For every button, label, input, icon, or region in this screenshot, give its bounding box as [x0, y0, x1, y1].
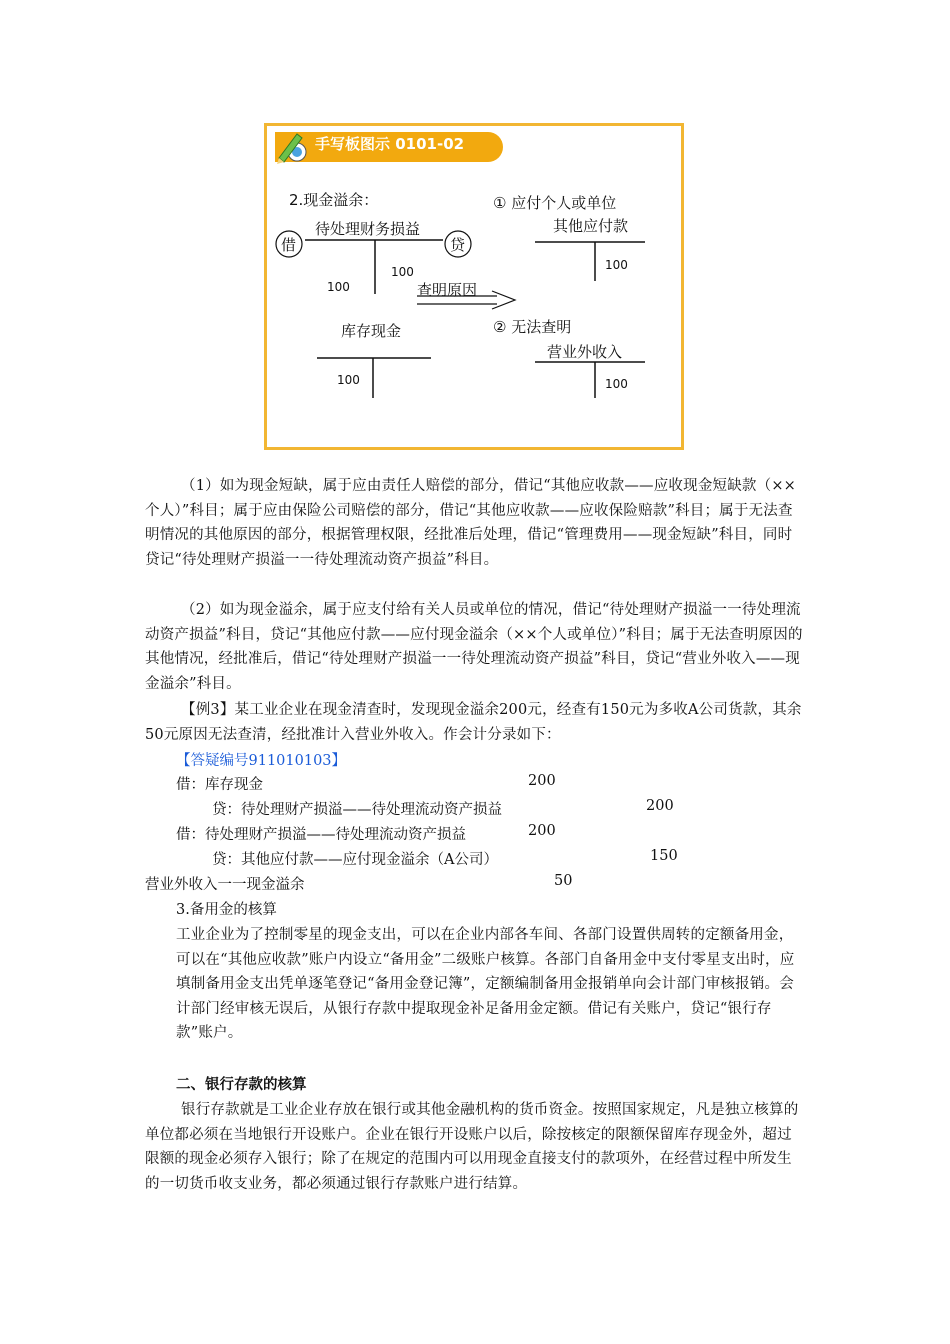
subsection-heading: 3.备用金的核算 [176, 902, 277, 918]
entry-4-amount: 150 [650, 848, 678, 864]
section-heading: 二、银行存款的核算 [176, 1077, 307, 1093]
figure-title: 手写板图示 0101-02 [315, 135, 465, 153]
entry-3-account: 借：待处理财产损溢——待处理流动资产损益 [176, 827, 466, 843]
arrow-label: 查明原因 [417, 281, 478, 299]
entry-5-account: 营业外收入一一现金溢余 [145, 877, 305, 893]
entry-2-account: 贷：待处理财产损溢——待处理流动资产损益 [212, 802, 502, 818]
entry-1-amount: 200 [528, 773, 556, 789]
figure-drawing [267, 126, 681, 447]
t2-title: 其他应付款 [553, 217, 629, 235]
credit-label: 贷 [450, 236, 466, 254]
entry-3-amount: 200 [528, 823, 556, 839]
paragraph-shortage: （1）如为现金短缺，属于应由责任人赔偿的部分，借记“其他应收款——应收现金短缺款（××个人）”科目；属于应由保险公司赔偿的部分，借记“其他应收款——应收保险赔款”科目；属于无法查明情况的其他原因的部分，根据管理权限，经批准后处理，借记“管理费用——现金短缺”科目，同时贷记“待处理财产损溢一一待处理流动资产损益”科目。 [145, 478, 797, 568]
qa-id-link[interactable]: 【答疑编号911010103】 [176, 753, 347, 769]
pencil-icon [277, 134, 306, 164]
t1-right-amount: 100 [391, 265, 414, 279]
t1-left-amount: 100 [327, 280, 350, 294]
paragraph-example: 【例3】某工业企业在现金清查时，发现现金溢余200元，经查有150元为多收A公司货款，其余50元原因无法查清，经批准计入营业外收入。作会计分录如下： [145, 702, 802, 743]
paragraph-petty-cash: 工业企业为了控制零星的现金支出，可以在企业内部各车间、各部门设置供周转的定额备用金，可以在“其他应收款”账户内设立“备用金”二级账户核算。各部门自备用金中支付零星支出时，应填制备用金支出凭单逐笔登记“备用金登记簿”，定额编制备用金报销单向会计部门审核报销。会计部门经审核无误后，从银行存款中提取现金补足备用金定额。借记有关账户，贷记“银行存款”账户。 [176, 927, 795, 1041]
section-label: 2.现金溢余： [289, 191, 379, 209]
entry-1-account: 借：库存现金 [176, 777, 263, 793]
t3-right-amount: 100 [605, 377, 628, 391]
entry-5-amount: 50 [554, 873, 573, 889]
entry-4-account: 贷：其他应付款——应付现金溢余（A公司） [212, 852, 498, 868]
handwriting-figure [264, 123, 684, 450]
t3-title: 营业外收入 [547, 343, 623, 361]
entry-2-amount: 200 [646, 798, 674, 814]
t1-title: 待处理财务损益 [315, 220, 421, 238]
t4-left-amount: 100 [337, 373, 360, 387]
t2-right-amount: 100 [605, 258, 628, 272]
t4-title: 库存现金 [341, 322, 402, 340]
arrow-head [492, 291, 515, 309]
paragraph-bank-deposit: 银行存款就是工业企业存放在银行或其他金融机构的货币资金。按照国家规定，凡是独立核算的单位都必须在当地银行开设账户。企业在银行开设账户以后，除按核定的限额保留库存现金外，超过限额的现金必须存入银行；除了在规定的范围内可以用现金直接支付的款项外，在经营过程中所发生的一切货币收支业务，都必须通过银行存款账户进行结算。 [145, 1102, 799, 1192]
option-2: ② 无法查明 [493, 318, 572, 336]
paragraph-surplus: （2）如为现金溢余，属于应支付给有关人员或单位的情况，借记“待处理财产损溢一一待处理流动资产损益”科目，贷记“其他应付款——应付现金溢余（××个人或单位）”科目；属于无法查明原因的其他情况，经批准后，借记“待处理财产损溢一一待处理流动资产损益”科目，贷记“营业外收入——现金溢余”科目。 [145, 602, 803, 692]
option-1: ① 应付个人或单位 [493, 194, 617, 212]
debit-label: 借 [281, 236, 297, 254]
